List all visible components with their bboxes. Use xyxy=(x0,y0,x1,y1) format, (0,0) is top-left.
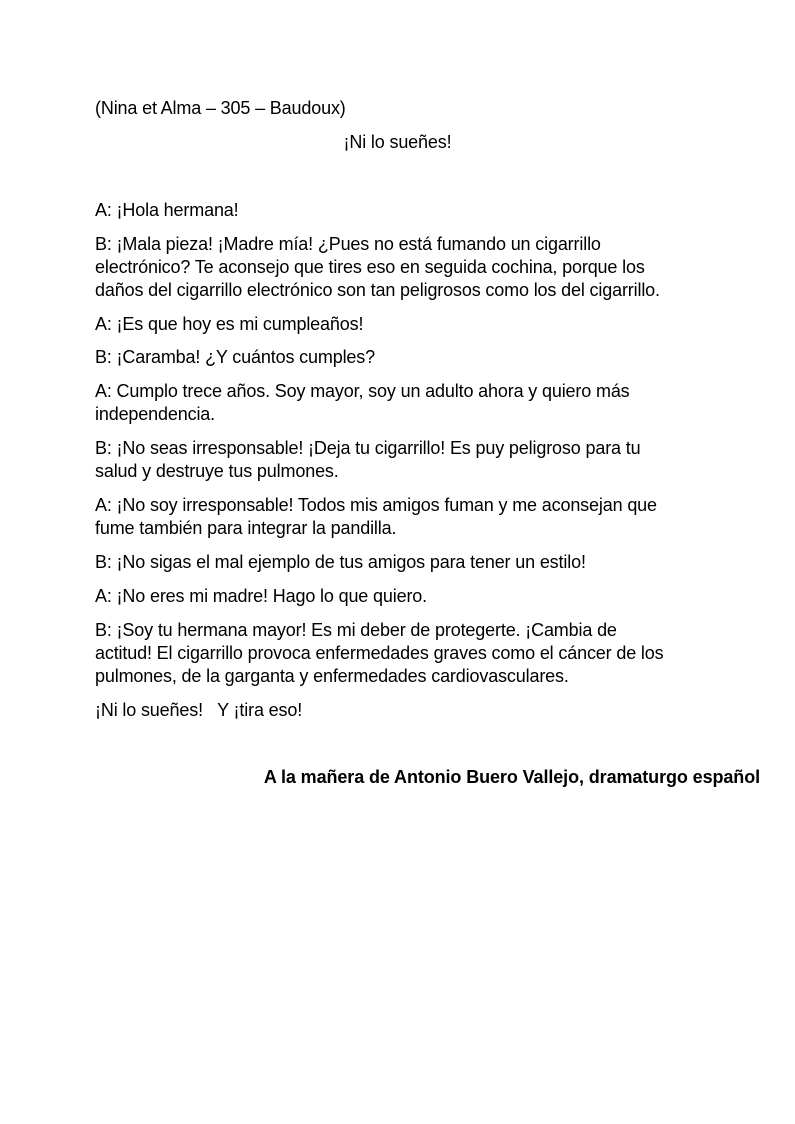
dialogue-line xyxy=(95,494,715,540)
dialogue-text: B: ¡Soy tu hermana mayor! Es mi deber de protegerte. ¡Cambia de xyxy=(95,620,617,640)
dialogue-line xyxy=(95,346,715,369)
signature: A la mañera de Antonio Buero Vallejo, dramaturgo español xyxy=(263,767,760,787)
dialogue-line xyxy=(95,233,715,302)
dialogue-text: independencia. xyxy=(95,404,216,424)
dialogue-text: A: ¡Hola hermana! xyxy=(95,200,239,220)
dialogue-line xyxy=(95,313,715,336)
dialogue-text: B: ¡Caramba! ¿Y cuántos cumples? xyxy=(95,347,375,367)
dialogue-text: B: ¡No sigas el mal ejemplo de tus amigos para tener un estilo! xyxy=(95,552,586,572)
dialogue-text: A: ¡No eres mi madre! Hago lo que quiero. xyxy=(95,586,428,606)
dialogue-text: electrónico? Te aconsejo que tires eso en seguida cochina, porque los xyxy=(95,257,645,277)
dialogue-line xyxy=(95,437,715,483)
closing-line: ¡Ni lo sueñes! Y ¡tira eso! xyxy=(95,700,303,720)
dialogue-text: B: ¡No seas irresponsable! ¡Deja tu cigarrillo! Es puy peligroso para tu xyxy=(95,438,641,458)
document-header: (Nina et Alma – 305 – Baudoux) xyxy=(95,98,346,118)
dialogue-text: B: ¡Mala pieza! ¡Madre mía! ¿Pues no está fumando un cigarrillo xyxy=(95,234,601,254)
dialogue-line xyxy=(95,380,715,426)
dialogue-text: pulmones, de la garganta y enfermedades cardiovasculares. xyxy=(95,666,569,686)
dialogue-line xyxy=(95,199,715,222)
dialogue-text: daños del cigarrillo electrónico son tan peligrosos como los del cigarrillo. xyxy=(95,280,660,300)
dialogue-text: A: ¡Es que hoy es mi cumpleaños! xyxy=(95,314,364,334)
dialogue-line xyxy=(95,619,715,688)
dialogue-text: A: Cumplo trece años. Soy mayor, soy un adulto ahora y quiero más xyxy=(95,381,630,401)
dialogue-text: actitud! El cigarrillo provoca enfermedades graves como el cáncer de los xyxy=(95,643,664,663)
dialogue-line xyxy=(95,585,715,608)
dialogue-text: salud y destruye tus pulmones. xyxy=(95,461,339,481)
dialogue-text: fume también para integrar la pandilla. xyxy=(95,518,397,538)
document-title: ¡Ni lo sueñes! xyxy=(343,132,452,152)
dialogue-text: A: ¡No soy irresponsable! Todos mis amigos fuman y me aconsejan que xyxy=(95,495,657,515)
dialogue-line xyxy=(95,551,715,574)
